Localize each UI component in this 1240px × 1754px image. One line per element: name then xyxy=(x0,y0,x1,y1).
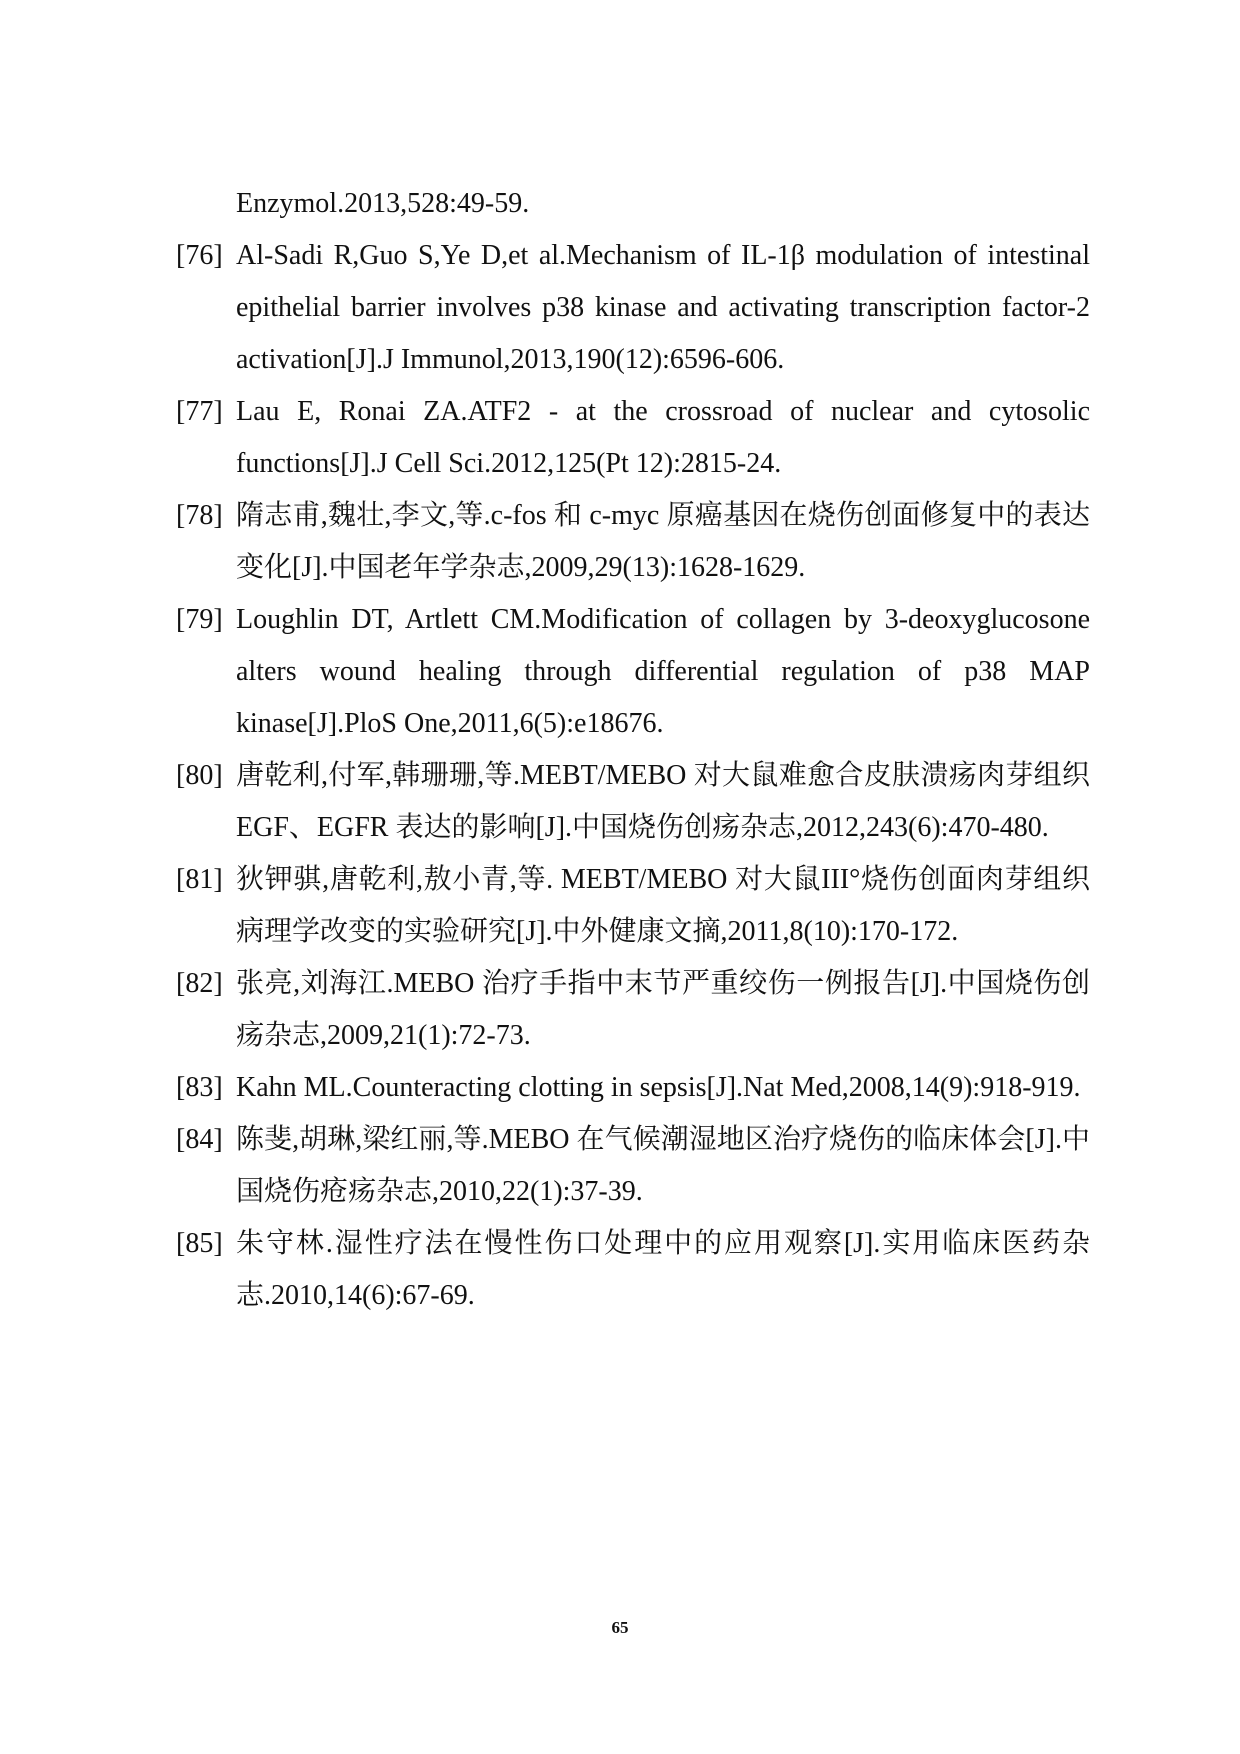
reference-text: Loughlin DT, Artlett CM.Modification of collagen by 3-deoxyglucosone alters wound healing through differential regulation of p38 MAP kinase[J].PloS One,2011,6(5):e18676. xyxy=(236,604,1090,739)
reference-item-79 xyxy=(176,594,1090,750)
reference-text: 唐乾利,付军,韩珊珊,等.MEBT/MEBO 对大鼠难愈合皮肤溃疡肉芽组织 EGF、EGFR 表达的影响[J].中国烧伤创疡杂志,2012,243(6):470-480. xyxy=(236,760,1090,843)
reference-item-82 xyxy=(176,958,1090,1062)
reference-text: Kahn ML.Counteracting clotting in sepsis[J].Nat Med,2008,14(9):918-919. xyxy=(236,1072,1081,1103)
reference-item-81 xyxy=(176,854,1090,958)
reference-item-84 xyxy=(176,1114,1090,1218)
reference-item-78 xyxy=(176,490,1090,594)
page-number: 65 xyxy=(611,1618,629,1637)
reference-item-77 xyxy=(176,386,1090,490)
reference-number: [79] xyxy=(176,604,223,635)
reference-text: 陈斐,胡琳,梁红丽,等.MEBO 在气候潮湿地区治疗烧伤的临床体会[J].中国烧伤疮疡杂志,2010,22(1):37-39. xyxy=(236,1124,1090,1207)
reference-number: [77] xyxy=(176,396,223,427)
reference-number: [83] xyxy=(176,1072,223,1103)
reference-text: 朱守林.湿性疗法在慢性伤口处理中的应用观察[J].实用临床医药杂志.2010,14(6):67-69. xyxy=(236,1228,1090,1311)
reference-continuation: Enzymol.2013,528:49-59. xyxy=(236,188,530,219)
reference-item-80 xyxy=(176,750,1090,854)
reference-text: Al-Sadi R,Guo S,Ye D,et al.Mechanism of IL-1β modulation of intestinal epithelial barrier involves p38 kinase and activating transcription factor-2 activation[J].J Immunol,2013,190(12):6596-606. xyxy=(236,240,1090,375)
reference-item-76 xyxy=(176,230,1090,386)
reference-item-83 xyxy=(176,1062,1090,1114)
reference-text: 狄钾骐,唐乾利,敖小青,等. MEBT/MEBO 对大鼠III°烧伤创面肉芽组织病理学改变的实验研究[J].中外健康文摘,2011,8(10):170-172. xyxy=(236,864,1090,947)
reference-item-85 xyxy=(176,1218,1090,1322)
reference-number: [76] xyxy=(176,240,223,271)
reference-number: [81] xyxy=(176,864,223,895)
reference-number: [85] xyxy=(176,1228,223,1259)
reference-number: [82] xyxy=(176,968,223,999)
reference-text: Lau E, Ronai ZA.ATF2 - at the crossroad of nuclear and cytosolic functions[J].J Cell Sci.2012,125(Pt 12):2815-24. xyxy=(236,396,1090,479)
reference-number: [80] xyxy=(176,760,223,791)
reference-text: 隋志甫,魏壮,李文,等.c-fos 和 c-myc 原癌基因在烧伤创面修复中的表达变化[J].中国老年学杂志,2009,29(13):1628-1629. xyxy=(236,500,1090,583)
reference-number: [84] xyxy=(176,1124,223,1155)
reference-text: 张亮,刘海江.MEBO 治疗手指中末节严重绞伤一例报告[J].中国烧伤创疡杂志,2009,21(1):72-73. xyxy=(236,968,1090,1051)
reference-number: [78] xyxy=(176,500,223,531)
reference-list xyxy=(176,178,1090,1322)
